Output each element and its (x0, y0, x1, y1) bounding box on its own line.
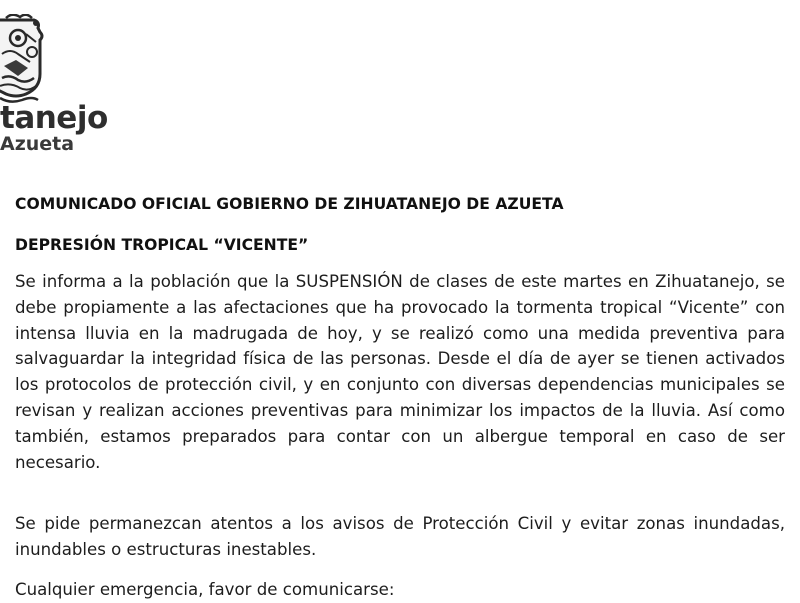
paragraph-line: también, estamos preparados para contar con un albergue temporal en caso de ser (15, 426, 785, 446)
logo-wordmark: tanejo (0, 100, 108, 136)
logo-subtitle: Azueta (0, 133, 75, 155)
paragraph-line: salvaguardar la integridad física de las personas. Desde el día de ayer se tienen activados (15, 349, 785, 369)
paragraph-line: revisan y realizan acciones preventivas para minimizar los impactos de la lluvia. Así como (15, 400, 785, 420)
paragraph-line: inundables o estructuras inestables. (15, 539, 317, 559)
paragraph-3 (15, 577, 785, 603)
paragraph-line: Se informa a la población que la SUSPENSIÓN de clases de este martes en Zihuatanejo, se (15, 272, 785, 291)
paragraph-1 (15, 269, 785, 475)
document-subtitle: DEPRESIÓN TROPICAL “VICENTE” (15, 236, 309, 254)
coat-of-arms-seal-icon (0, 14, 48, 106)
municipal-logo (0, 0, 140, 160)
paragraph-line: debe propiamente a las afectaciones que ha provocado la tormenta tropical “Vicente” con (15, 297, 785, 317)
paragraph-line: Cualquier emergencia, favor de comunicarse: (15, 580, 395, 599)
paragraph-line: intensa lluvia en la madrugada de hoy, y se realizó como una medida preventiva para (15, 323, 785, 343)
paragraph-line: los protocolos de protección civil, y en conjunto con diversas dependencias municipales se (15, 375, 785, 395)
paragraph-2 (15, 511, 785, 563)
paragraph-line: necesario. (15, 452, 101, 472)
document-title: COMUNICADO OFICIAL GOBIERNO DE ZIHUATANEJO DE AZUETA (15, 195, 564, 213)
paragraph-line: Se pide permanezcan atentos a los avisos de Protección Civil y evitar zonas inundadas, (15, 514, 785, 533)
